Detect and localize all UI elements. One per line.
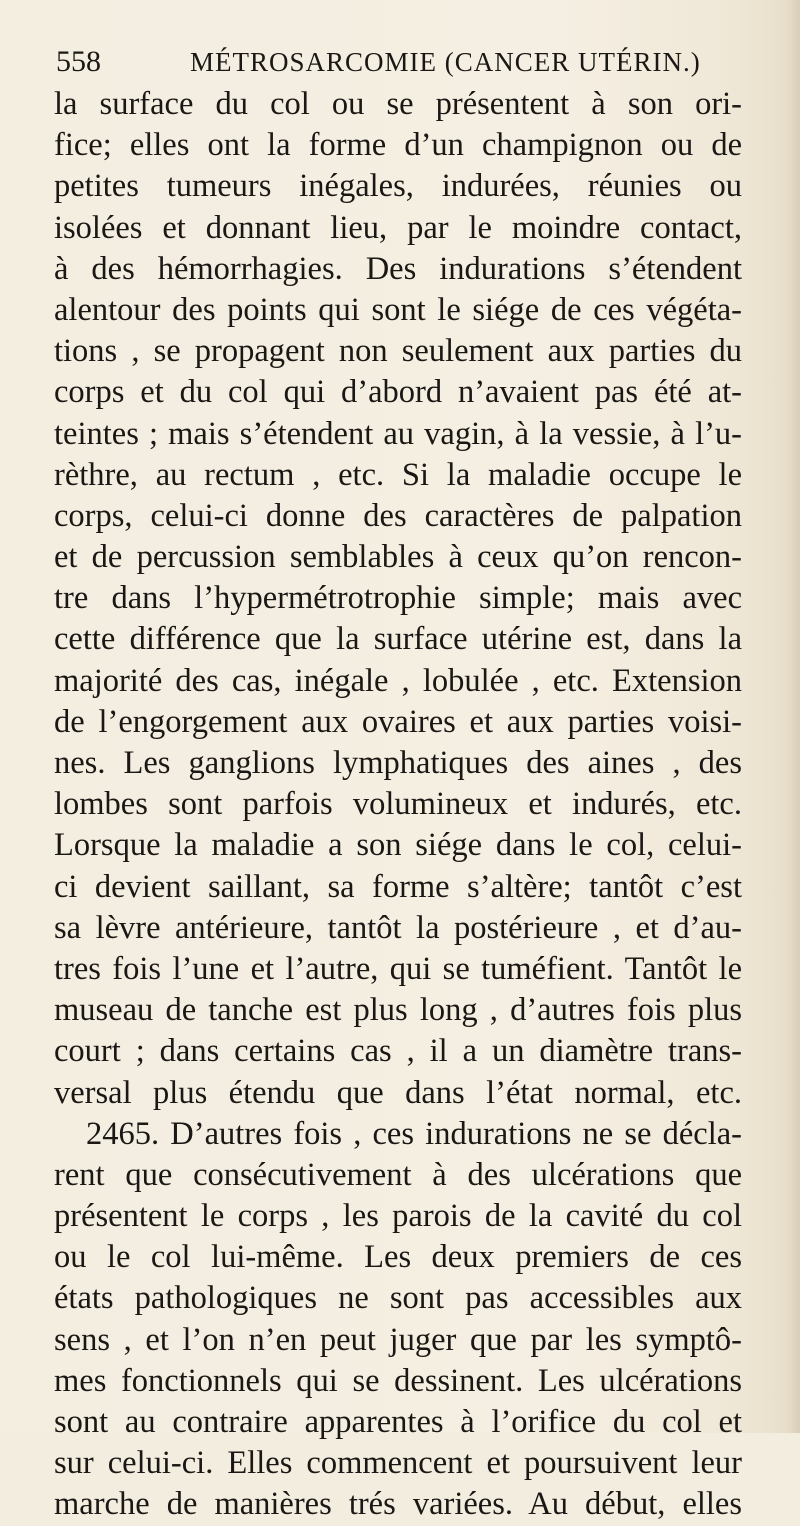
text-line: petites tumeurs inégales, indurées, réunies ou — [54, 168, 742, 205]
text-line: ou le col lui-même. Les deux premiers de ces — [54, 1239, 742, 1276]
text-line: tres fois l’une et l’autre, qui se tuméfient. Tantôt le — [54, 950, 742, 987]
page-number: 558 — [56, 45, 101, 78]
text-line: tre dans l’hypermétrotrophie simple; mais avec — [54, 580, 742, 617]
text-line: alentour des points qui sont le siége de ces végéta- — [54, 291, 742, 328]
text-line: lombes sont parfois volumineux et indurés, etc. — [54, 786, 742, 823]
text-line: museau de tanche est plus long , d’autres fois plus — [54, 992, 742, 1029]
text-line: cette différence que la surface utérine est, dans la — [54, 621, 742, 658]
text-line: marche de manières trés variées. Au début, elles — [54, 1486, 742, 1523]
text-line: rèthre, au rectum , etc. Si la maladie occupe le — [54, 456, 742, 493]
text-line: à des hémorrhagies. Des indurations s’étendent — [54, 250, 742, 287]
text-line: mes fonctionnels qui se dessinent. Les ulcérations — [54, 1362, 742, 1399]
text-line: Lorsque la maladie a son siége dans le col, celui- — [54, 827, 742, 864]
text-line: états pathologiques ne sont pas accessibles aux — [54, 1280, 742, 1317]
text-line: la surface du col ou se présentent à son ori- — [54, 86, 742, 122]
text-line: tions , se propagent non seulement aux parties du — [54, 333, 742, 370]
text-line: isolées et donnant lieu, par le moindre contact, — [54, 209, 742, 246]
text-line: versal plus étendu que dans l’état normal, etc. — [54, 1074, 742, 1111]
running-header — [56, 40, 746, 84]
text-line: sens , et l’on n’en peut juger que par les symptô- — [54, 1321, 742, 1358]
text-line: et de percussion semblables à ceux qu’on rencon- — [54, 539, 742, 576]
text-line: corps, celui-ci donne des caractères de palpation — [54, 497, 742, 534]
text-line: sur celui-ci. Elles commencent et poursuivent leur — [54, 1445, 742, 1482]
text-line: corps et du col qui d’abord n’avaient pas été at- — [54, 374, 742, 411]
text-line: fice; elles ont la forme d’un champignon ou de — [54, 127, 742, 164]
text-line: court ; dans certains cas , il a un diamètre trans- — [54, 1033, 742, 1070]
text-line: ci devient saillant, sa forme s’altère; tantôt c’est — [54, 868, 742, 905]
text-line: présentent le corps , les parois de la cavité du col — [54, 1198, 742, 1235]
text-line: majorité des cas, inégale , lobulée , etc. Extension — [54, 662, 742, 699]
page-edge-shadow — [786, 0, 800, 1433]
text-line: de l’engorgement aux ovaires et aux parties voisi- — [54, 703, 742, 740]
text-line: sa lèvre antérieure, tantôt la postérieure , et d’au- — [54, 909, 742, 946]
paragraph-start-line: 2465. D’autres fois , ces indurations ne se décla- — [86, 1115, 742, 1152]
text-line: nes. Les ganglions lymphatiques des aines , des — [54, 745, 742, 781]
body-text — [54, 84, 742, 1526]
text-line: teintes ; mais s’étendent au vagin, à la vessie, à l’u- — [54, 415, 742, 452]
running-title: MÉTROSARCOMIE (CANCER UTÉRIN.) — [190, 47, 701, 77]
text-line: sont au contraire apparentes à l’orifice du col et — [54, 1404, 742, 1440]
text-line: rent que consécutivement à des ulcérations que — [54, 1156, 742, 1193]
